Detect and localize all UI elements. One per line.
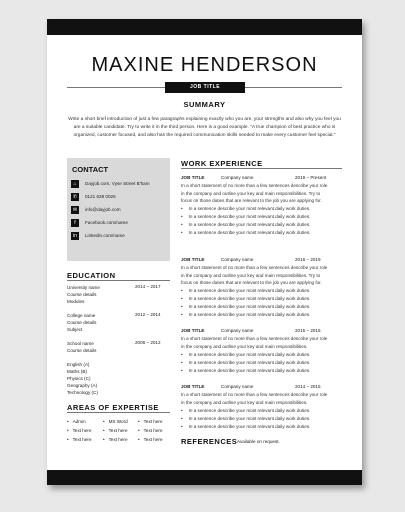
contact-item (71, 192, 116, 201)
divider-right (245, 87, 342, 88)
job-duty: • In a sentence describe your most relevant daily work duties. (181, 360, 310, 365)
job-company: Company name (221, 175, 254, 180)
experience-heading: WORK EXPERIENCE (181, 159, 263, 168)
job-date: 2015 – 2016 (295, 328, 321, 333)
education-detail: Course details (67, 320, 97, 325)
job-duty: • In a sentence describe your most relevant daily work duties. (181, 312, 310, 317)
contact-item (71, 218, 128, 227)
skill-item: • Text here (138, 428, 163, 433)
education-date: 2012 – 2014 (135, 312, 161, 317)
job-duty: • In a sentence describe your most relevant daily work duties. (181, 222, 310, 227)
job-title: JOB TITLE (181, 328, 205, 333)
grade: Physics (C) (67, 376, 91, 381)
job-duty: • In a sentence describe your most relevant daily work duties. (181, 352, 310, 357)
phone-icon: ✆ (72, 193, 78, 200)
job-date: 2019 – Present (295, 175, 327, 180)
job-duty: • In a sentence describe your most relevant daily work duties. (181, 230, 310, 235)
contact-linkedin[interactable]: Linkedin.com/name (85, 233, 125, 238)
divider-left (67, 87, 165, 88)
facebook-icon: f (71, 219, 79, 227)
job-company: Company name (221, 384, 254, 389)
contact-heading: CONTACT (72, 165, 109, 174)
education-date: 2006 – 2012 (135, 340, 161, 345)
job-duty: • In a sentence describe your most relevant daily work duties. (181, 408, 310, 413)
education-school: University name (67, 285, 100, 290)
summary-text: Write a short brief introduction of just a few paragraphs explaining exactly who you are, your strengths and also why you feel you are a suitable candidate. Try to write it in the third person. Here is a good example. "A true champion of best practice who is organized, customer focused, and also has the required communication skills needed to make every customer feel special." (68, 117, 341, 138)
skill-item: • Text here (103, 428, 128, 433)
job-description: In a short statement of no more than a few sentences describe your role in the company and outline your key and main responsibilities. Try to focus on those duties that are relevant to the job you are applying for. (181, 183, 328, 203)
summary-heading: SUMMARY (183, 100, 226, 109)
candidate-name: MAXINE HENDERSON (91, 54, 318, 76)
job-duty: • In a sentence describe your most relevant daily work duties. (181, 288, 310, 293)
contact-item (71, 179, 150, 188)
education-divider (67, 280, 170, 281)
contact-facebook[interactable]: Facebook.com/name (85, 220, 128, 225)
job-date: 2016 – 2019 (295, 257, 321, 262)
experience-divider (181, 168, 342, 169)
top-bar (47, 19, 362, 35)
job-duty: • In a sentence describe your most relevant daily work duties. (181, 424, 310, 429)
cv-page (47, 19, 362, 485)
skill-item: • Text here (138, 419, 163, 424)
contact-item (71, 231, 125, 240)
job-title: JOB TITLE (181, 257, 205, 262)
contact-box (67, 158, 170, 261)
job-duty: • In a sentence describe your most relevant daily work duties. (181, 368, 310, 373)
job-description: In a short statement of no more than a few sentences describe your role in the company and outline your key and main responsibilities. (181, 392, 328, 405)
contact-email[interactable]: info@dayjob.com (85, 207, 121, 212)
contact-item (71, 205, 121, 214)
job-company: Company name (221, 328, 254, 333)
job-title: JOB TITLE (181, 175, 205, 180)
education-detail: Subject (67, 327, 83, 332)
grade: English (A) (67, 362, 90, 367)
job-company: Company name (221, 257, 254, 262)
education-school: College name (67, 313, 96, 318)
skill-item: • MS Word (103, 419, 128, 424)
skill-item: • Text here (67, 428, 92, 433)
grade: Geography (A) (67, 383, 98, 388)
expertise-heading: AREAS OF EXPERTISE (67, 403, 159, 412)
education-detail: Course details (67, 348, 97, 353)
job-duty: • In a sentence describe your most relevant daily work duties. (181, 296, 310, 301)
grade: Maths (B) (67, 369, 87, 374)
job-title-badge: JOB TITLE (165, 82, 245, 93)
contact-address: Dayjob.com, Vyse Street B'ham (85, 181, 150, 186)
job-description: In a short statement of no more than a few sentences describe your role in the company and outline your key and main responsibilities. (181, 336, 328, 349)
skill-item: • Text here (138, 437, 163, 442)
education-heading: EDUCATION (67, 271, 116, 280)
references-text: Available on request. (237, 439, 280, 444)
education-detail: Modules (67, 299, 85, 304)
location-icon: ⌂ (71, 180, 79, 188)
linkedin-icon: in (71, 232, 79, 240)
expertise-divider (67, 412, 170, 413)
grade: Technology (C) (67, 390, 98, 395)
job-date: 2014 – 2015 (295, 384, 321, 389)
job-duty: • In a sentence describe your most relevant daily work duties. (181, 206, 310, 211)
bottom-bar (47, 470, 362, 485)
job-title: JOB TITLE (181, 384, 205, 389)
education-detail: Course details (67, 292, 97, 297)
email-icon: ✉ (72, 206, 78, 213)
contact-phone: 0121 638 0026 (85, 194, 116, 199)
job-duty: • In a sentence describe your most relevant daily work duties. (181, 304, 310, 309)
job-duty: • In a sentence describe your most relevant daily work duties. (181, 214, 310, 219)
skill-item: • Text here (67, 437, 92, 442)
skill-item: • Text here (103, 437, 128, 442)
references-heading: REFERENCES (181, 437, 238, 446)
job-duty: • In a sentence describe your most relevant daily work duties. (181, 416, 310, 421)
education-date: 2014 – 2017 (135, 284, 161, 289)
job-description: In a short statement of no more than a few sentences describe your role in the company and outline your key and main responsibilities. Try to focus on those duties that are relevant to the job you are applying for. (181, 265, 328, 285)
education-school: School name (67, 341, 94, 346)
skill-item: • Admin (67, 419, 86, 424)
